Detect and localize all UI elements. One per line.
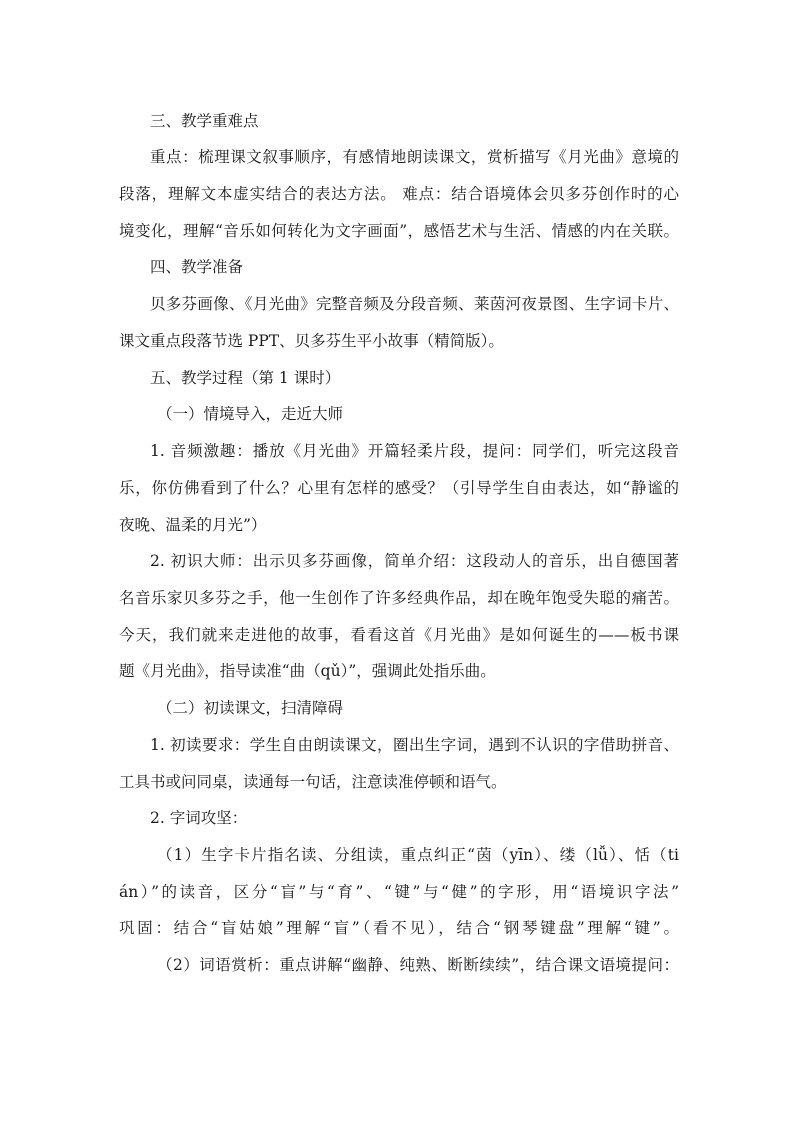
heading-key-points: 三、教学重难点 (150, 112, 259, 130)
paragraph-line: 2. 字词攻坚： (150, 809, 248, 827)
paragraph-line: （1）生字卡片指名读、分组读，重点纠正“茵（yīn）、缕（lǚ）、恬（ti (157, 846, 679, 864)
paragraph-line: 课文重点段落节选 PPT、贝多芬生平小故事（精简版）。 (119, 332, 504, 350)
paragraph-line: （2）词语赏析：重点讲解“幽静、纯熟、断断续续”，结合课文语境提问： (157, 956, 679, 974)
paragraph-line: 境变化，理解“音乐如何转化为文字画面”，感悟艺术与生活、情感的内在关联。 (119, 222, 679, 240)
paragraph-line: 名音乐家贝多芬之手，他一生创作了许多经典作品，却在晚年饱受失聪的痛苦。 (119, 589, 679, 607)
paragraph-line: 题《月光曲》，指导读准“曲（qǔ）”，强调此处指乐曲。 (119, 662, 496, 680)
paragraph-line: 工具书或问同桌，读通每一句话，注意读准停顿和语气。 (119, 773, 507, 791)
subheading-intro: （一）情境导入，走近大师 (157, 405, 344, 423)
paragraph-line: 1. 初读要求：学生自由朗读课文，圈出生字词，遇到不认识的字借助拼音、 (150, 736, 679, 754)
paragraph-line: 夜晚、温柔的月光”） (119, 516, 267, 534)
paragraph-line: 乐，你仿佛看到了什么？心里有怎样的感受？（引导学生自由表达，如“静谧的 (119, 479, 679, 497)
paragraph-line: 巩固：结合“盲姑娘”理解“盲”（看不见），结合“钢琴键盘”理解“键”。 (119, 919, 679, 937)
heading-preparation: 四、教学准备 (150, 258, 244, 276)
subheading-first-reading: （二）初读课文，扫清障碍 (157, 699, 344, 717)
paragraph-line: 今天，我们就来走进他的故事，看看这首《月光曲》是如何诞生的——板书课 (119, 626, 679, 644)
heading-process: 五、教学过程（第 1 课时） (150, 369, 341, 387)
paragraph-line: 段落，理解文本虚实结合的表达方法。 难点：结合语境体会贝多芬创作时的心 (119, 185, 679, 203)
paragraph-line: 1. 音频激趣：播放《月光曲》开篇轻柔片段，提问：同学们，听完这段音 (150, 442, 679, 460)
paragraph-line: 贝多芬画像、《月光曲》完整音频及分段音频、莱茵河夜景图、生字词卡片、 (150, 295, 679, 313)
paragraph-line: 2. 初识大师：出示贝多芬画像，简单介绍：这段动人的音乐，出自德国著 (150, 552, 679, 570)
paragraph-line: án）”的读音，区分“盲”与“育”、“键”与“健”的字形，用“语境识字法” (119, 883, 679, 901)
paragraph-line: 重点：梳理课文叙事顺序，有感情地朗读课文，赏析描写《月光曲》意境的 (150, 148, 679, 166)
